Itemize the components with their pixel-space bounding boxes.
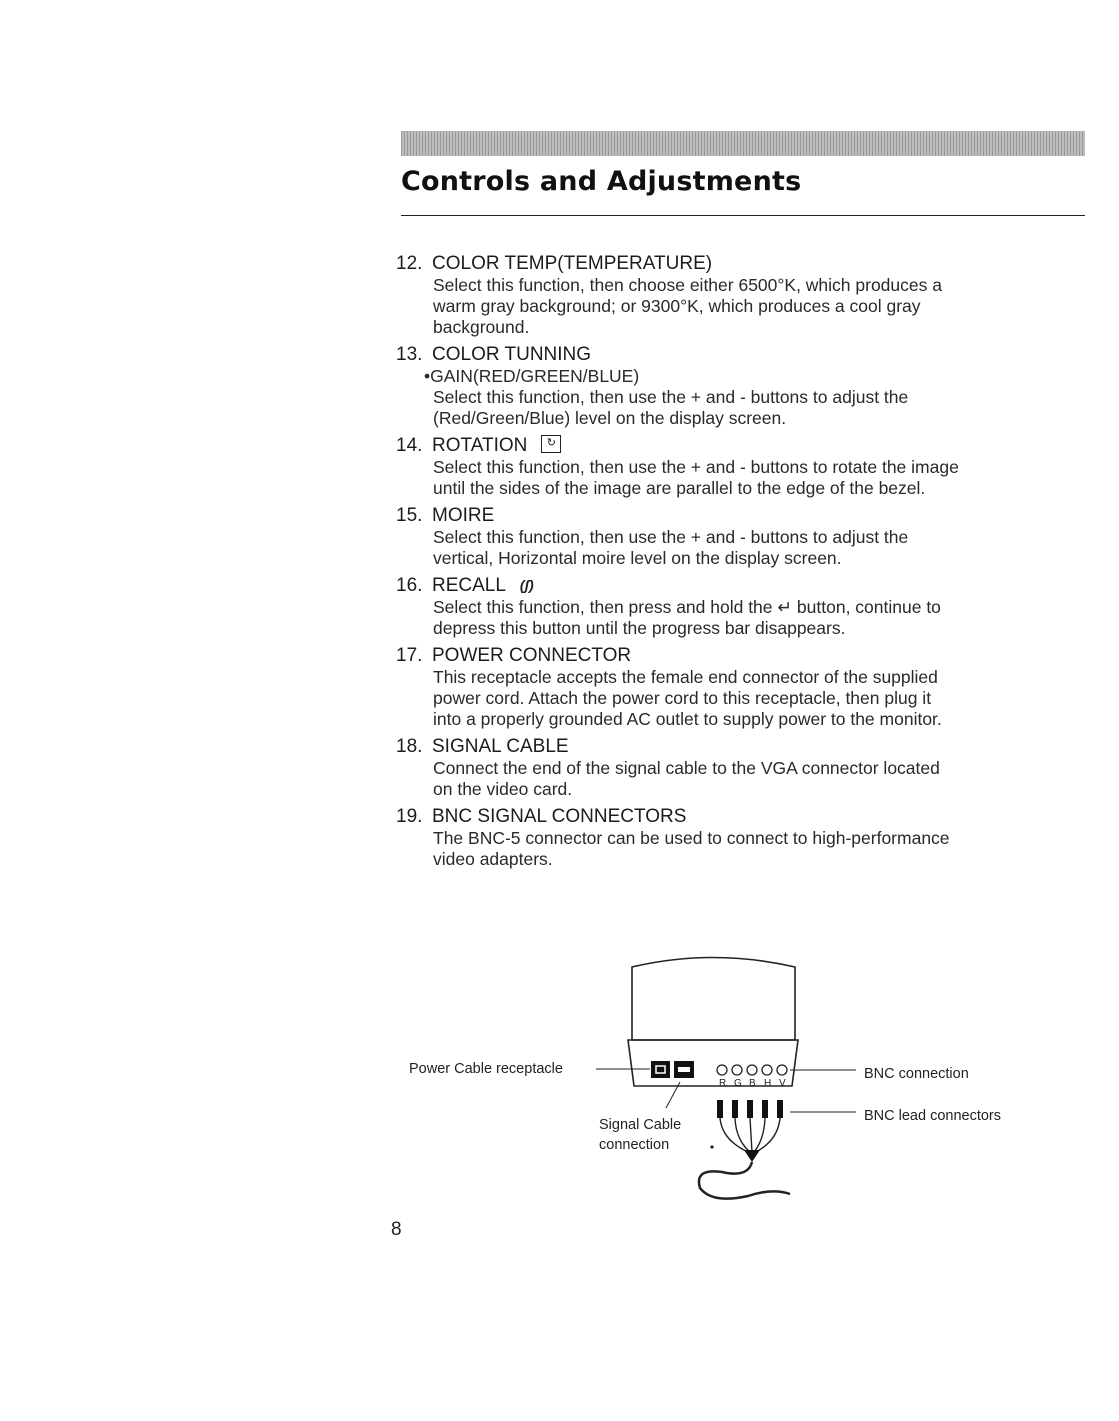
item-number: 16. <box>396 575 423 596</box>
item-body-line: Select this function, then use the + and - buttons to adjust the <box>433 387 909 407</box>
bnc-lead-label: BNC lead connectors <box>864 1108 1002 1124</box>
rotation-icon: ↻ <box>541 435 561 453</box>
item-heading: ROTATION <box>432 435 528 456</box>
bnc-letter: V <box>779 1078 786 1089</box>
bnc-port-icon <box>777 1065 787 1075</box>
item-body-line: background. <box>433 317 530 337</box>
power-cable-label: Power Cable receptacle <box>409 1061 563 1077</box>
item-body-line: Select this function, then press and hold the ↵ button, continue to <box>433 597 941 617</box>
item-body-line: video adapters. <box>433 849 553 869</box>
item-body-line: warm gray background; or 9300°K, which produces a cool gray <box>433 296 921 316</box>
bnc-letter: G <box>734 1078 742 1089</box>
item-body-line: Select this function, then use the + and - buttons to rotate the image <box>433 457 959 477</box>
item-subheading: •GAIN(RED/GREEN/BLUE) <box>424 366 640 386</box>
bnc-letter: R <box>719 1078 727 1089</box>
bnc-port-icon <box>747 1065 757 1075</box>
page-title: Controls and Adjustments <box>401 166 802 197</box>
item-heading: MOIRE <box>432 505 495 526</box>
item-heading: POWER CONNECTOR <box>432 645 632 666</box>
item-number: 14. <box>396 435 423 456</box>
signal-cable-label: Signal Cable <box>599 1117 682 1133</box>
item-heading: SIGNAL CABLE <box>432 736 569 757</box>
item-body-line: on the video card. <box>433 779 573 799</box>
item-number: 12. <box>396 253 423 274</box>
item-heading: BNC SIGNAL CONNECTORS <box>432 806 687 827</box>
bnc-port-icon <box>732 1065 742 1075</box>
item-number: 17. <box>396 645 423 666</box>
item-number: 13. <box>396 344 423 365</box>
item-number: 15. <box>396 505 423 526</box>
item-heading: COLOR TUNNING <box>432 344 592 365</box>
signal-cable-label-2: connection <box>599 1137 670 1153</box>
item-number: 19. <box>396 806 423 827</box>
item-body-line: power cord. Attach the power cord to this receptacle, then plug it <box>433 688 932 708</box>
item-body-line: The BNC-5 connector can be used to connect to high-performance <box>433 828 950 848</box>
item-body-line: Select this function, then choose either 6500°K, which produces a <box>433 275 942 295</box>
recall-icon: (ʃ) <box>519 577 534 593</box>
item-body-line: vertical, Horizontal moire level on the display screen. <box>433 548 842 568</box>
item-body-line: Connect the end of the signal cable to the VGA connector located <box>433 758 940 778</box>
item-body-line: Select this function, then use the + and - buttons to adjust the <box>433 527 909 547</box>
item-heading: RECALL <box>432 575 506 596</box>
monitor-housing <box>632 958 795 1041</box>
bnc-port-icon <box>762 1065 772 1075</box>
page-number: 8 <box>391 1219 402 1240</box>
bnc-letter: B <box>749 1078 756 1089</box>
item-heading: COLOR TEMP(TEMPERATURE) <box>432 253 713 274</box>
signal-connector-pins <box>678 1067 690 1072</box>
item-body-line: (Red/Green/Blue) level on the display screen. <box>433 408 787 428</box>
item-body-line: into a properly grounded AC outlet to supply power to the monitor. <box>433 709 942 729</box>
bnc-lead-connectors-icon <box>699 1100 790 1199</box>
bnc-connection-label: BNC connection <box>864 1066 969 1082</box>
item-body-line: until the sides of the image are parallel to the edge of the bezel. <box>433 478 926 498</box>
item-number: 18. <box>396 736 423 757</box>
power-receptacle-icon <box>651 1061 670 1078</box>
item-body-line: depress this button until the progress bar disappears. <box>433 618 846 638</box>
bnc-port-icon <box>717 1065 727 1075</box>
bnc-letter: H <box>764 1078 772 1089</box>
item-body-line: This receptacle accepts the female end connector of the supplied <box>433 667 938 687</box>
